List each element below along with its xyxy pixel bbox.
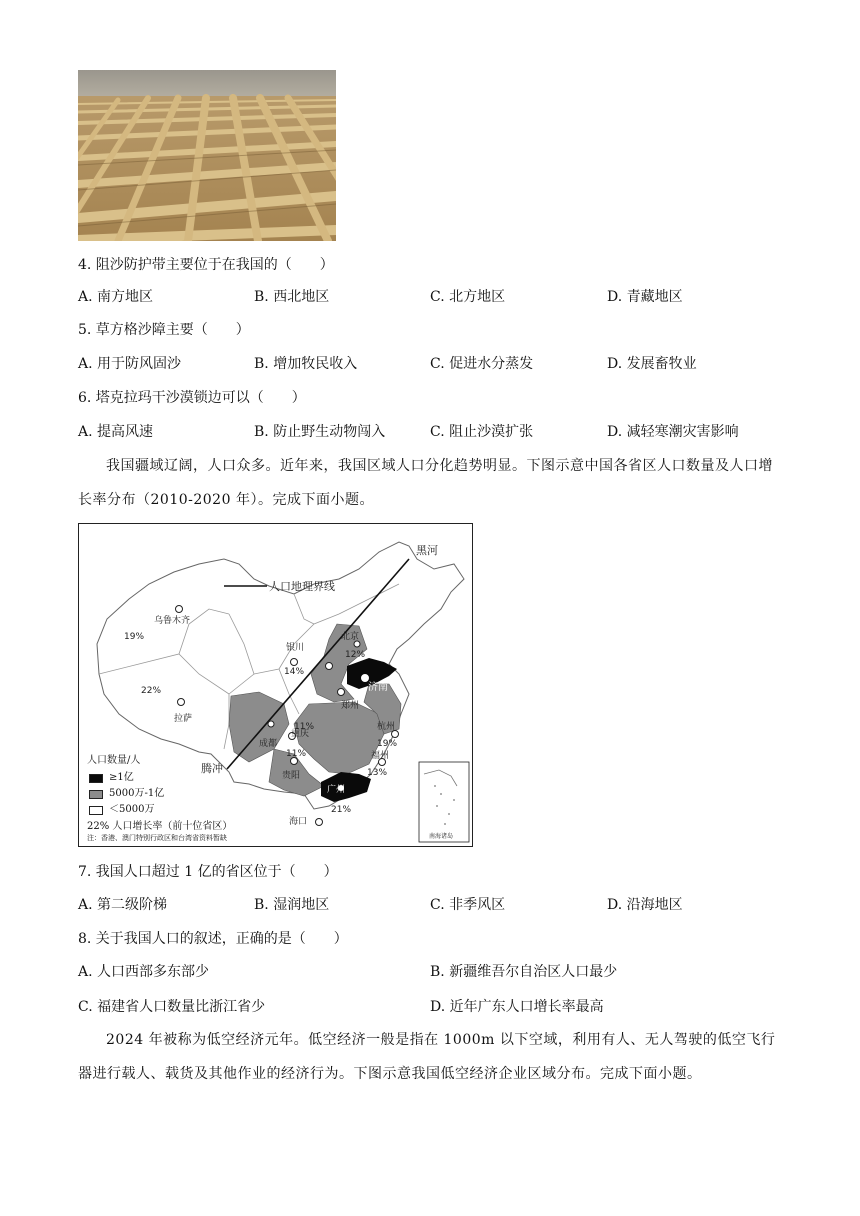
legend-swatch-mid xyxy=(89,790,103,799)
q6-option-d[interactable]: D. 减轻寒潮灾害影响 xyxy=(607,424,739,440)
haikou-marker xyxy=(316,819,323,826)
inset-label: 南海诸岛 xyxy=(429,833,454,840)
population-map-figure xyxy=(78,523,473,847)
rate-guangdong: 21% xyxy=(331,805,352,815)
urumqi-marker xyxy=(176,606,183,613)
legend-swatch-high xyxy=(89,774,103,783)
rate-beijing: 12% xyxy=(345,650,366,660)
zhengzhou-marker xyxy=(338,689,345,696)
q7-option-b[interactable]: B. 湿润地区 xyxy=(254,897,330,913)
question-5-stem: 5. 草方格沙障主要（ ） xyxy=(78,322,250,338)
chongqing-label: 重庆 xyxy=(291,729,310,739)
legend-title: 人口数量/人 xyxy=(87,755,141,766)
jinan-marker xyxy=(362,675,369,682)
q4-option-b[interactable]: B. 西北地区 xyxy=(254,289,330,305)
yinchuan-marker xyxy=(291,659,298,666)
rate-zhejiang: 19% xyxy=(377,739,398,749)
q4-option-c[interactable]: C. 北方地区 xyxy=(430,289,506,305)
q5-option-b[interactable]: B. 增加牧民收入 xyxy=(254,356,358,372)
rate-ningxia: 14% xyxy=(284,667,305,677)
legend-swatch-low xyxy=(89,806,103,815)
q6-option-c[interactable]: C. 阻止沙漠扩张 xyxy=(430,424,534,440)
q8-option-d[interactable]: D. 近年广东人口增长率最高 xyxy=(430,999,604,1015)
guiyang-label: 贵阳 xyxy=(282,771,301,781)
legend-label-mid: 5000万-1亿 xyxy=(109,788,165,799)
q7-option-a[interactable]: A. 第二级阶梯 xyxy=(78,897,168,913)
legend-label-low: ＜5000万 xyxy=(109,804,155,815)
chengdu-label: 成都 xyxy=(259,739,278,749)
question-7-stem: 7. 我国人口超过 1 亿的省区位于（ ） xyxy=(78,864,338,880)
q4-option-d[interactable]: D. 青藏地区 xyxy=(607,289,683,305)
intro-paragraph-population: 我国疆域辽阔，人口众多。近年来，我国区域人口分化趋势明显。下图示意中国各省区人口数量及人口增长率分布（2010-2020 年）。完成下面小题。 xyxy=(78,458,773,508)
rate-fujian: 13% xyxy=(367,768,388,778)
q6-option-a[interactable]: A. 提高风速 xyxy=(78,424,154,440)
yinchuan-label: 银川 xyxy=(286,643,305,653)
heihe-label: 黑河 xyxy=(416,544,438,557)
south-china-sea-inset xyxy=(419,762,469,842)
urumqi-label: 乌鲁木齐 xyxy=(154,616,191,626)
q8-option-b[interactable]: B. 新疆维吾尔自治区人口最少 xyxy=(430,964,618,980)
q7-option-c[interactable]: C. 非季风区 xyxy=(430,897,506,913)
tengchong-label: 腾冲 xyxy=(201,762,223,775)
legend-label-high: ≥1亿 xyxy=(109,772,134,783)
rate-guizhou: 11% xyxy=(286,749,307,759)
legend-footnote: 注：香港、澳门特别行政区和台湾省资料暂缺 xyxy=(87,834,227,842)
fuzhou-label: 福州 xyxy=(371,751,390,761)
q5-option-d[interactable]: D. 发展畜牧业 xyxy=(607,356,697,372)
hu-line-label: 人口地理界线 xyxy=(269,580,335,593)
guangzhou-label: 广州 xyxy=(327,785,346,795)
lhasa-label: 拉萨 xyxy=(174,714,193,724)
q5-option-a[interactable]: A. 用于防风固沙 xyxy=(78,356,182,372)
lhasa-marker xyxy=(178,699,185,706)
chengdu-marker xyxy=(268,721,274,727)
q4-option-a[interactable]: A. 南方地区 xyxy=(78,289,154,305)
q5-option-c[interactable]: C. 促进水分蒸发 xyxy=(430,356,534,372)
question-6-stem: 6. 塔克拉玛干沙漠锁边可以（ ） xyxy=(78,390,306,406)
jinan-label: 济南 xyxy=(368,682,388,693)
q7-option-d[interactable]: D. 沿海地区 xyxy=(607,897,683,913)
straw-checkerboard-photo xyxy=(78,70,336,241)
question-4-stem: 4. 阻沙防护带主要位于在我国的（ ） xyxy=(78,257,334,273)
beijing-marker xyxy=(326,663,333,670)
q8-option-a[interactable]: A. 人口西部多东部少 xyxy=(78,964,210,980)
q6-option-b[interactable]: B. 防止野生动物闯入 xyxy=(254,424,386,440)
beijing-label: 北京 xyxy=(341,632,360,642)
straw-grid-image xyxy=(78,70,336,241)
rate-sichuan: 11% xyxy=(294,722,315,732)
q8-option-c[interactable]: C. 福建省人口数量比浙江省少 xyxy=(78,999,266,1015)
rate-xinjiang: 19% xyxy=(124,632,145,642)
zhengzhou-label: 郑州 xyxy=(341,701,360,711)
rate-tibet: 22% xyxy=(141,686,162,696)
intro-paragraph-low-altitude: 2024 年被称为低空经济元年。低空经济一般是指在 1000m 以下空域，利用有人、无人驾驶的低空飞行器进行载人、载货及其他作业的经济行为。下图示意我国低空经济企业区域分布。完成下面小题。 xyxy=(78,1032,776,1082)
haikou-label: 海口 xyxy=(289,817,308,827)
question-8-stem: 8. 关于我国人口的叙述，正确的是（ ） xyxy=(78,931,348,947)
hangzhou-label: 杭州 xyxy=(377,722,396,732)
legend-rate-note: 22% 人口增长率（前十位省区） xyxy=(87,821,233,832)
